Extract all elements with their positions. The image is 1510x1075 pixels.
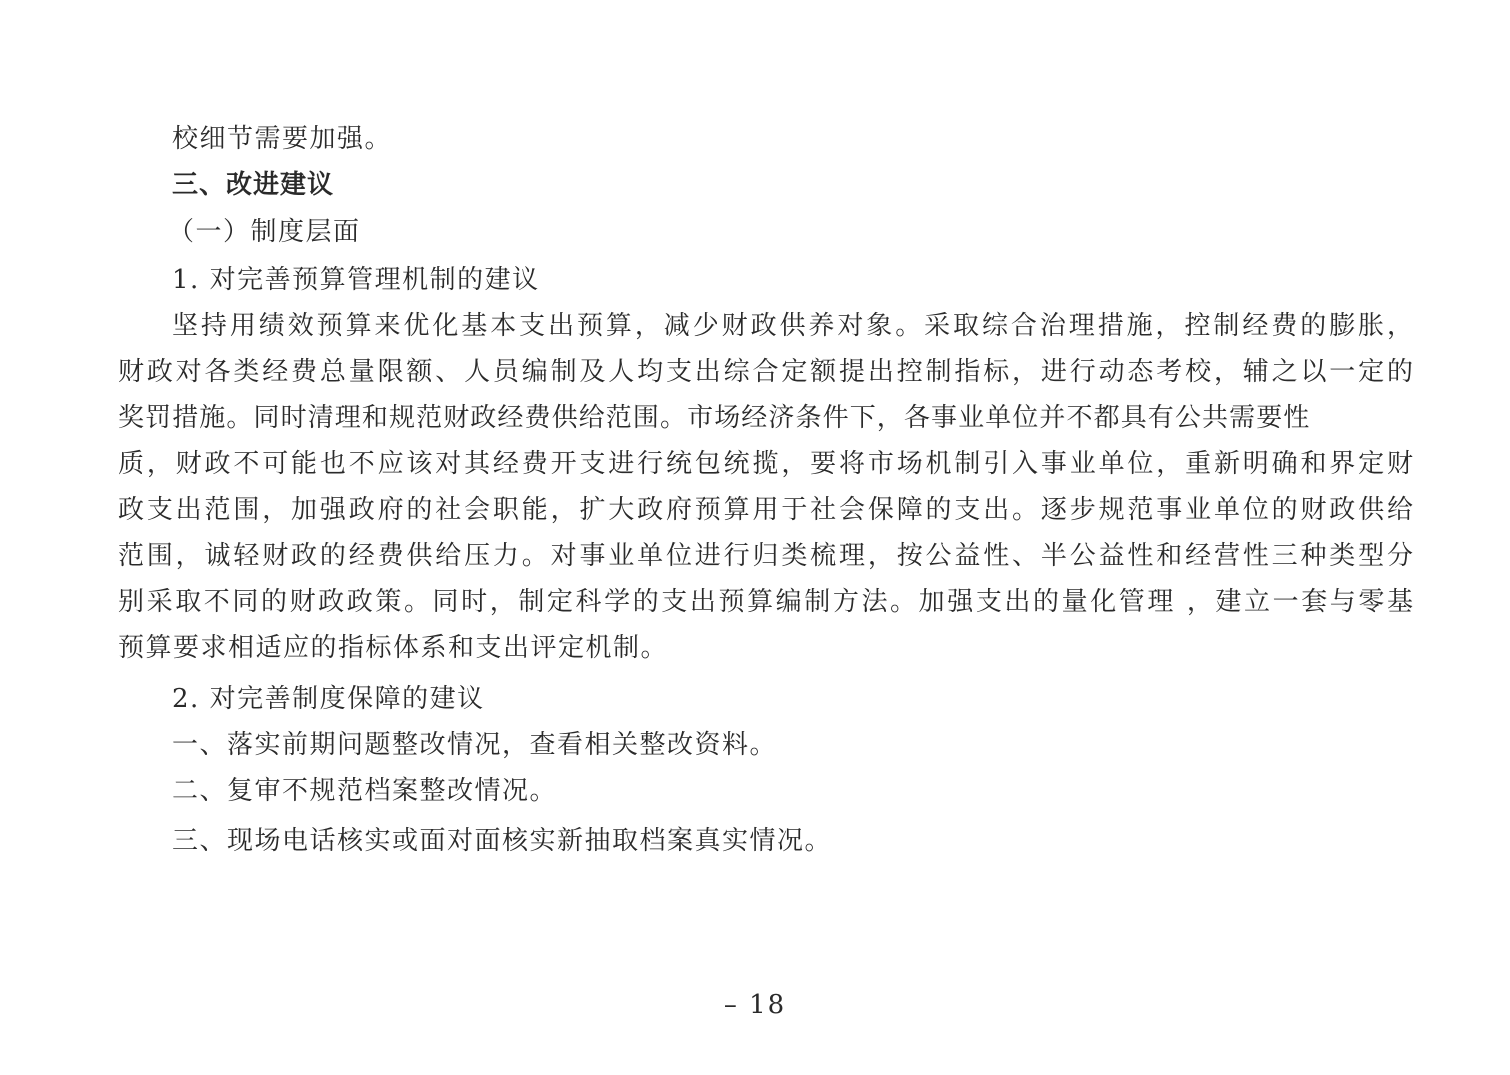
subsection-heading: （一）制度层面: [168, 217, 361, 247]
paragraph-line: 政支出范围，加强政府的社会职能，扩大政府预算用于社会保障的支出。逐步规范事业单位的财政供给: [118, 495, 1413, 525]
list-item: 三、现场电话核实或面对面核实新抽取档案真实情况。: [172, 826, 833, 856]
paragraph-line: 财政对各类经费总量限额、人员编制及人均支出综合定额提出控制指标，进行动态考校，辅之以一定的: [118, 357, 1413, 387]
item-heading-1: 1. 对完善预算管理机制的建议: [172, 265, 540, 295]
paragraph-line: 奖罚措施。同时清理和规范财政经费供给范围。市场经济条件下，各事业单位并不都具有公共需要性: [118, 403, 1311, 433]
list-item: 一、落实前期问题整改情况，查看相关整改资料。: [172, 730, 778, 760]
paragraph-line: 坚持用绩效预算来优化基本支出预算，减少财政供养对象。采取综合治理措施，控制经费的膨胀，: [172, 311, 1413, 341]
paragraph-line: 范围，诚轻财政的经费供给压力。对事业单位进行归类梳理，按公益性、半公益性和经营性三种类型分: [118, 541, 1413, 571]
paragraph-line: 别采取不同的财政政策。同时，制定科学的支出预算编制方法。加强支出的量化管理 ，建立一套与零基: [118, 587, 1413, 617]
paragraph-line: 质，财政不可能也不应该对其经费开支进行统包统揽，要将市场机制引入事业单位，重新明确和界定财: [118, 449, 1413, 479]
page-number: – 18: [723, 990, 787, 1020]
continued-paragraph-tail: 校细节需要加强。: [172, 124, 393, 154]
item-heading-2: 2. 对完善制度保障的建议: [172, 684, 485, 714]
section-heading: 三、改进建议: [172, 170, 335, 200]
paragraph-line: 预算要求相适应的指标体系和支出评定机制。: [118, 633, 669, 663]
list-item: 二、复审不规范档案整改情况。: [172, 776, 558, 806]
